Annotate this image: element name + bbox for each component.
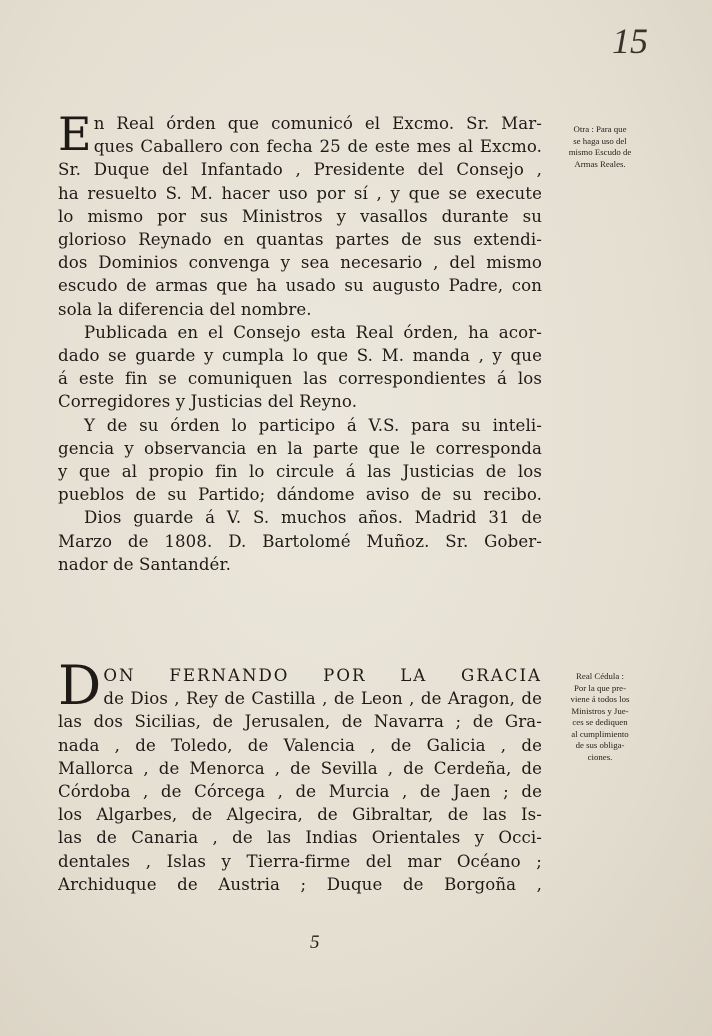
text-line: nada , de Toledo, de Valencia , de Galicia , de xyxy=(58,735,542,755)
text-line: gencia y observancia en la parte que le corresponda xyxy=(58,438,542,458)
text-line: de Dios , Rey de Castilla , de Leon , de Aragon, de xyxy=(103,689,542,709)
text-line: Archiduque de Austria ; Duque de Borgoña , xyxy=(58,874,542,894)
text-line: ques Caballero con fecha 25 de este mes al Excmo. xyxy=(93,137,542,157)
text-line: Corregidores y Justicias del Reyno. xyxy=(58,392,358,412)
note-line: ciones. xyxy=(587,751,613,762)
text-line: Dios guarde á V. S. muchos años. Madrid 31 de xyxy=(84,508,542,528)
text-line: los Algarbes, de Algecira, de Gibraltar, de las Is- xyxy=(58,805,542,825)
text-line: dentales , Islas y Tierra-firme del mar Océano ; xyxy=(58,851,542,871)
text-line: y que al propio fin lo circule á las Justicias de los xyxy=(58,462,542,482)
page-number: 5 xyxy=(310,932,320,953)
note-line: mismo Escudo de xyxy=(568,147,632,157)
text-line: Sr. Duque del Infantado , Presidente del Consejo , xyxy=(58,160,542,180)
text-line: Córdoba , de Córcega , de Murcia , de Jaen ; de xyxy=(58,782,542,802)
note-line: se haga uso del xyxy=(573,135,627,146)
note-line: viene á todos los xyxy=(570,694,630,704)
text-line: Marzo de 1808. D. Bartolomé Muñoz. Sr. Gober- xyxy=(58,531,542,551)
note-line: Ministros y Jue- xyxy=(571,705,629,716)
real-cedula-text xyxy=(58,654,542,896)
text-line: sola la diferencia del nombre. xyxy=(58,299,312,319)
dropcap-e: E xyxy=(58,107,92,161)
note-line: ces se dediquen xyxy=(572,717,628,727)
text-line: Mallorca , de Menorca , de Sevilla , de Cerdeña, de xyxy=(58,758,542,778)
note-line: al cumplimiento xyxy=(571,728,629,739)
margin-note-real-cedula xyxy=(548,671,652,763)
cedula-heading-line: ON FERNANDO POR LA GRACIA xyxy=(103,666,542,685)
real-orden-text xyxy=(58,107,542,576)
text-line: escudo de armas que ha usado su augusto Padre, con xyxy=(58,276,542,296)
text-line: Y de su órden lo participo á V.S. para su inteli- xyxy=(84,415,542,435)
text-line: glorioso Reynado en quantas partes de sus extendi- xyxy=(58,230,542,250)
text-line: ha resuelto S. M. hacer uso por sí , y que se execute xyxy=(58,183,542,203)
note-line: Real Cédula : xyxy=(576,671,624,681)
note-line: de sus obliga- xyxy=(575,740,625,750)
text-line: dos Dominios convenga y sea necesario , del mismo xyxy=(58,253,542,273)
note-line: Por la que pre- xyxy=(573,682,627,693)
text-line: n Real órden que comunicó el Excmo. Sr. Mar- xyxy=(93,114,542,133)
text-line: pueblos de su Partido; dándome aviso de su recibo. xyxy=(58,485,542,505)
note-line: Armas Reales. xyxy=(574,158,626,169)
margin-note-otra xyxy=(548,124,652,170)
text-line: nador de Santandér. xyxy=(58,554,232,574)
text-line: las dos Sicilias, de Jerusalen, de Navarra ; de Gra- xyxy=(58,712,542,732)
text-line: Publicada en el Consejo esta Real órden, ha acor- xyxy=(84,322,542,342)
text-line: las de Canaria , de las Indias Orientales y Occi- xyxy=(58,828,542,848)
note-line: Otra : Para que xyxy=(573,124,627,134)
text-line: lo mismo por sus Ministros y vasallos durante su xyxy=(58,206,542,226)
text-line: á este fin se comuniquen las correspondientes á los xyxy=(58,369,542,389)
folio-number: 15 xyxy=(612,21,648,61)
dropcap-d: D xyxy=(58,654,102,717)
text-line: dado se guarde y cumpla lo que S. M. manda , y que xyxy=(58,346,542,366)
